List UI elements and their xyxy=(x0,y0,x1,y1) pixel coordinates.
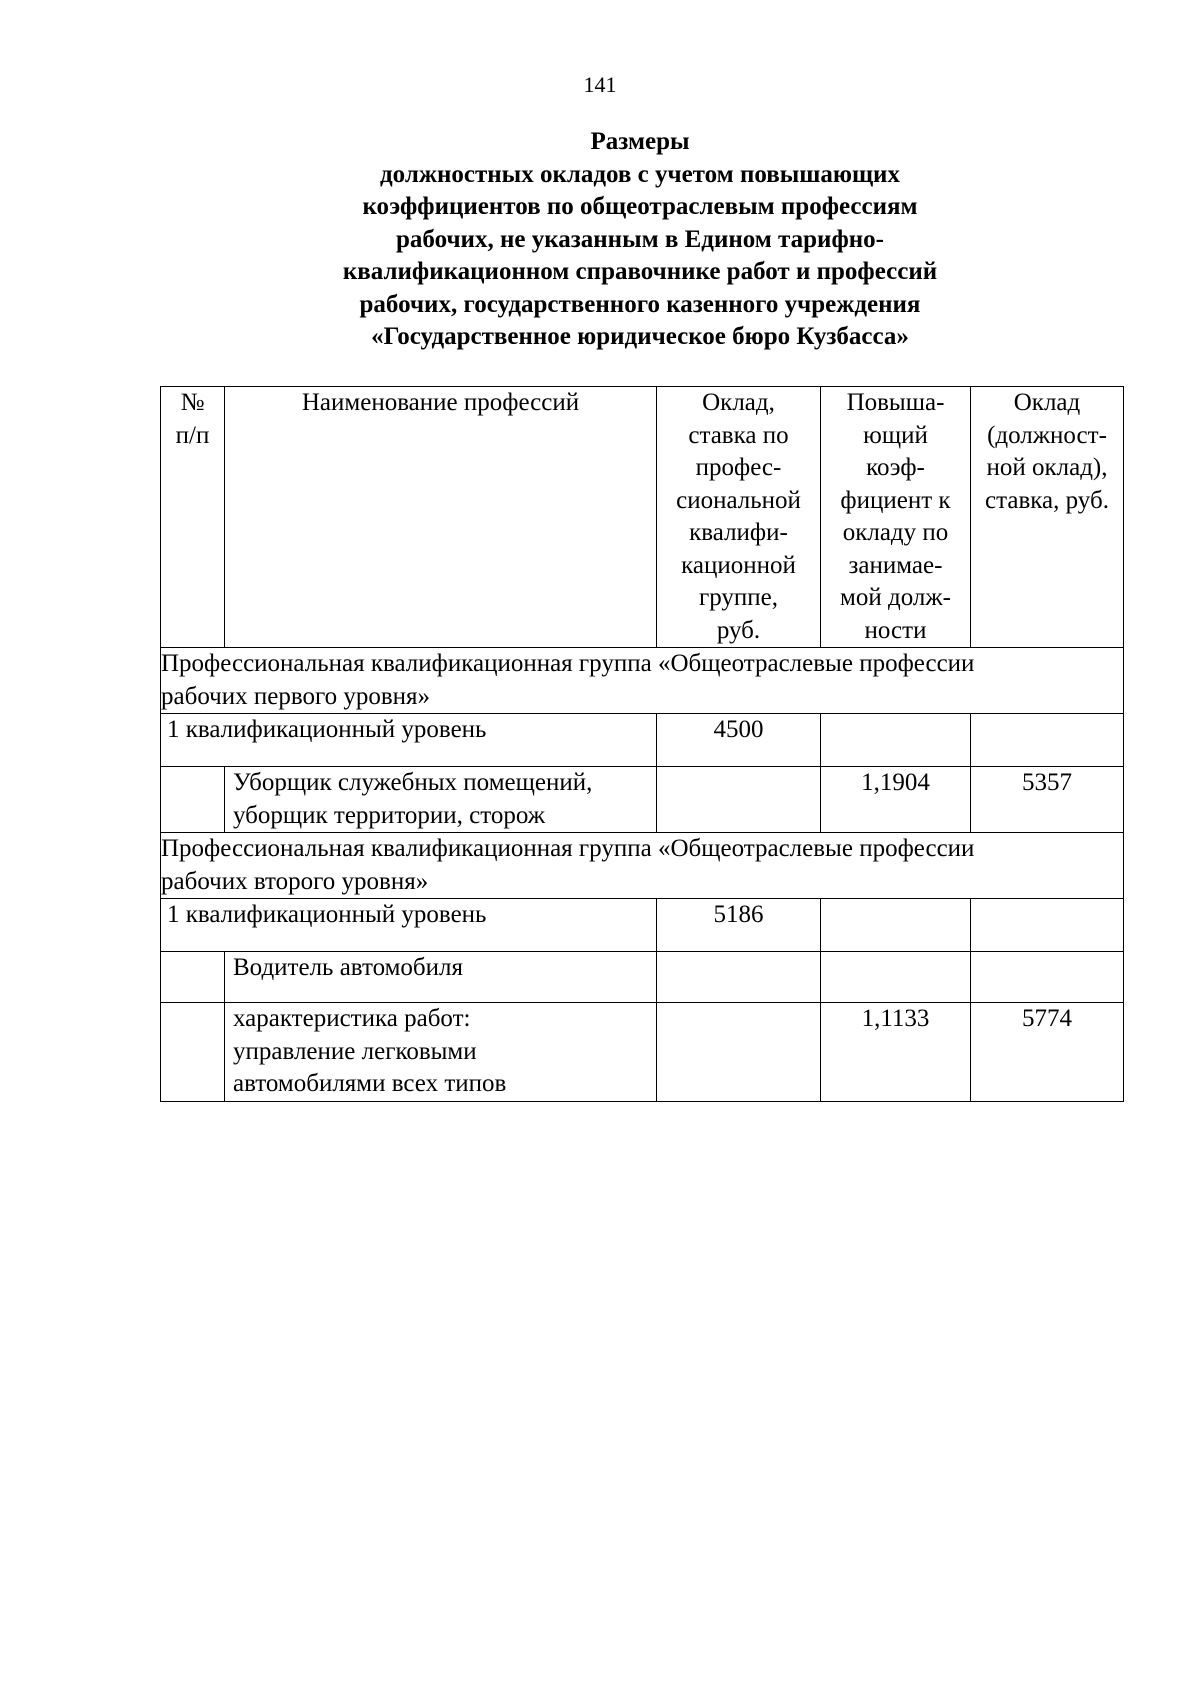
header-salary: Оклад (должност- ной оклад), ставка, руб. xyxy=(971,387,1124,648)
title-line: «Государственное юридическое бюро Кузбасса» xyxy=(371,323,909,350)
coefficient-value: 1,1904 xyxy=(821,767,971,833)
table-row xyxy=(161,1003,1124,1102)
coefficient-value xyxy=(821,952,971,1003)
title-line: должностных окладов с учетом повышающих xyxy=(380,160,900,188)
empty-cell xyxy=(657,767,821,833)
header-name: Наименование профессий xyxy=(225,387,657,648)
table-row xyxy=(161,767,1124,833)
empty-cell xyxy=(657,952,821,1003)
qualification-level-row xyxy=(161,714,1124,767)
group-title: Профессиональная квалификационная группа «Общеотраслевые профессии рабочих первого уровня» xyxy=(161,648,1124,714)
coefficient-value: 1,1133 xyxy=(821,1003,971,1102)
level-rate: 5186 xyxy=(657,899,821,952)
table-header-row xyxy=(161,387,1124,648)
table-row xyxy=(161,952,1124,1003)
title-line: коэффициентов по общеотраслевым профессиям xyxy=(362,193,918,220)
salary-table xyxy=(160,386,1124,1102)
header-coefficient: Повыша- ющий коэф- фициент к окладу по занимае- мой долж- ности xyxy=(821,387,971,648)
title-line: квалификационном справочнике работ и профессий xyxy=(342,258,938,285)
profession-name: характеристика работ: управление легковыми автомобилями всех типов xyxy=(225,1003,657,1102)
empty-cell xyxy=(821,714,971,767)
group-title: Профессиональная квалификационная группа «Общеотраслевые профессии рабочих второго уровня» xyxy=(161,833,1124,899)
group-row xyxy=(161,648,1124,714)
header-num: № п/п xyxy=(161,387,225,648)
empty-cell xyxy=(971,899,1124,952)
row-num xyxy=(161,952,225,1003)
page-number: 141 xyxy=(583,72,617,97)
empty-cell xyxy=(657,1003,821,1102)
title-line: рабочих, не указанным в Едином тарифно- xyxy=(396,225,884,253)
salary-value: 5357 xyxy=(971,767,1124,833)
profession-name: Водитель автомобиля xyxy=(225,952,657,1003)
empty-cell xyxy=(821,899,971,952)
header-rate: Оклад, ставка по профес- сиональной квалифи- кационной группе, руб. xyxy=(657,387,821,648)
group-row xyxy=(161,833,1124,899)
level-rate: 4500 xyxy=(657,714,821,767)
empty-cell xyxy=(971,714,1124,767)
document-title xyxy=(200,126,1080,354)
salary-value xyxy=(971,952,1124,1003)
level-label: 1 квалификационный уровень xyxy=(161,899,657,952)
row-num xyxy=(161,1003,225,1102)
profession-name: Уборщик служебных помещений, уборщик территории, сторож xyxy=(225,767,657,833)
title-line: рабочих, государственного казенного учреждения xyxy=(359,290,921,318)
salary-value: 5774 xyxy=(971,1003,1124,1102)
level-label: 1 квалификационный уровень xyxy=(161,714,657,767)
row-num xyxy=(161,767,225,833)
title-line: Размеры xyxy=(590,128,690,155)
qualification-level-row xyxy=(161,899,1124,952)
